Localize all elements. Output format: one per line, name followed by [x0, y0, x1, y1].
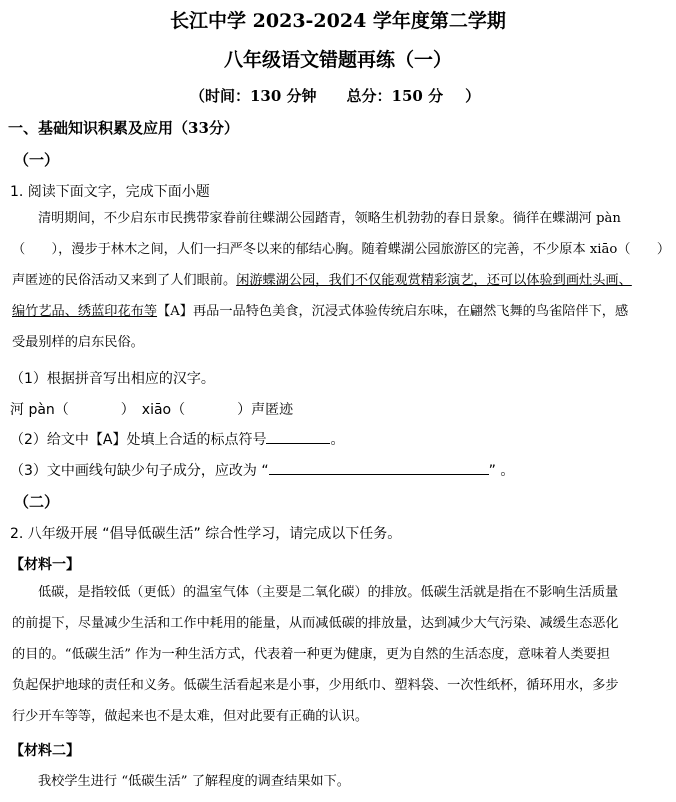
passage-line: 受最别样的启东民俗。 [12, 335, 144, 350]
answer-pan: 河 pàn（ [10, 402, 69, 418]
question-1-sub1: （1）根据拼音写出相应的汉字。 [10, 371, 215, 387]
exam-time: （时间：130 分钟 [190, 87, 317, 105]
answer-suffix: ）声匿迹 [237, 402, 294, 418]
answer-blank[interactable] [269, 460, 489, 475]
question-1-sub1-answers [10, 399, 293, 419]
material-line: 我校学生进行 “低碳生活” 了解程度的调查结果如下。 [38, 774, 350, 789]
answer-blank[interactable] [266, 429, 330, 444]
sub2-end: 。 [330, 432, 345, 448]
passage-line [12, 296, 664, 327]
sub3-end: ” 。 [488, 463, 515, 479]
answer-xiao: ） xiāo（ [120, 402, 186, 418]
part-two-label: （二） [14, 493, 60, 511]
material-line: 的目的。“低碳生活” 作为一种生活方式，代表着一种更为健康，更为自然的生活态度，意味着人类要担 [12, 647, 610, 662]
material-2-text [12, 766, 664, 797]
passage-line: （ ），漫步于林木之间，人们一扫严冬以来的郁结心胸。随着蝶湖公园旅游区的完善，不少原本 xiāo（ ） [12, 242, 671, 257]
exam-meta-close: ） [465, 87, 481, 105]
material-1-label: 【材料一】 [10, 557, 80, 573]
material-line: 行少开车等等，做起来也不是太难，但对此要有正确的认识。 [12, 709, 369, 724]
underlined-sentence: 编竹艺品、绣蓝印花布等 [12, 304, 158, 319]
sub3-text: （3）文中画线句缺少句子成分，应改为 “ [10, 463, 269, 479]
material-2-label: 【材料二】 [10, 743, 80, 759]
exam-total: 总分：150 分 [346, 87, 444, 105]
question-1-prompt: 1. 阅读下面文字，完成下面小题 [10, 184, 210, 200]
material-line: 低碳，是指较低（更低）的温室气体（主要是二氧化碳）的排放。低碳生活就是指在不影响生活质量 [38, 585, 619, 600]
document-title: 长江中学 2023-2024 学年度第二学期 [170, 10, 506, 32]
question-1-sub3 [10, 460, 514, 480]
material-line: 的前提下，尽量减少生活和工作中耗用的能量，从而减低碳的排放量，达到减少大气污染、减缓生态恶化 [12, 616, 619, 631]
document-subtitle: 八年级语文错题再练（一） [223, 49, 452, 71]
passage-text: 【A】再品一品特色美食，沉浸式体验传统启东味，在翩然飞舞的鸟雀陪伴下，感 [157, 304, 629, 319]
question-1-sub2 [10, 429, 344, 449]
sub2-text: （2）给文中【A】处填上合适的标点符号 [10, 432, 267, 448]
material-line: 负起保护地球的责任和义务。低碳生活看起来是小事，少用纸巾、塑料袋、一次性纸杯，循环用水，多步 [12, 678, 619, 693]
underlined-sentence: 闲游蝶湖公园，我们不仅能观赏精彩演艺，还可以体验到画灶头画、 [236, 273, 632, 288]
part-one-label: （一） [14, 151, 60, 169]
passage-line: 清明期间，不少启东市民携带家眷前往蝶湖公园踏青，领略生机勃勃的春日景象。徜徉在蝶湖河 pàn [38, 211, 621, 226]
passage-text: 声匿迹的民俗活动又来到了人们眼前。 [12, 273, 237, 288]
question-1-passage [12, 203, 671, 358]
section-heading: 一、基础知识积累及应用（33分） [8, 119, 239, 137]
question-2-prompt: 2. 八年级开展 “倡导低碳生活” 综合性学习，请完成以下任务。 [10, 526, 402, 542]
material-1-text [12, 577, 664, 732]
exam-meta [190, 85, 480, 106]
passage-line [12, 265, 664, 296]
